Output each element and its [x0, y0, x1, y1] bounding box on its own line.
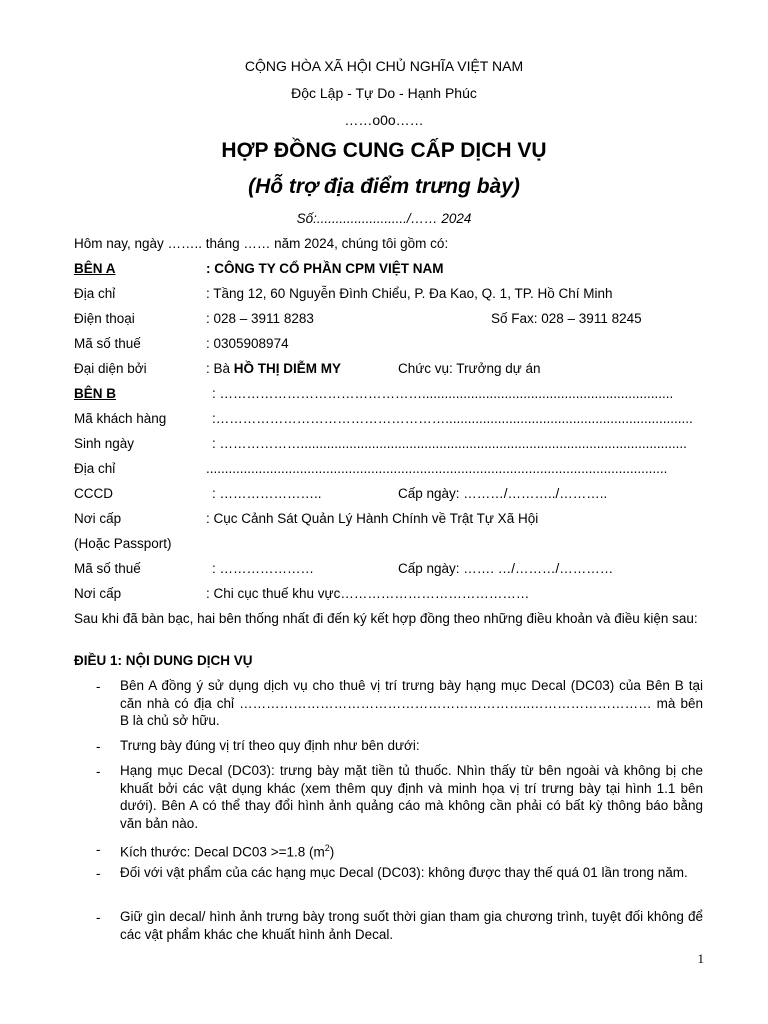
- party-b-address-label: Địa chỉ: [74, 461, 116, 476]
- party-b-dob: : ……………….......................................................................................................: [212, 436, 687, 451]
- party-a-name: : CÔNG TY CỔ PHẦN CPM VIỆT NAM: [206, 261, 444, 276]
- bullet-dash: -: [96, 764, 101, 779]
- party-b-label: BÊN B: [74, 386, 117, 401]
- party-b-customer: :……………………………………………..................................................................: [212, 411, 693, 426]
- party-b-issuer-label: Nơi cấp: [74, 511, 122, 526]
- party-b-issuer: : Cục Cảnh Sát Quản Lý Hành Chính về Trật Tự Xã Hội: [206, 511, 539, 526]
- party-b-id-date: Cấp ngày: ………/………../………..: [398, 486, 608, 501]
- party-a-rep-position: Chức vụ: Trưởng dự án: [398, 361, 541, 376]
- party-a-rep-label: Đại diện bởi: [74, 361, 147, 376]
- party-b-tax-date: Cấp ngày: ……. …/………/…………: [398, 561, 614, 576]
- party-b-customer-label: Mã khách hàng: [74, 411, 167, 426]
- contract-title: HỢP ĐỒNG CUNG CẤP DỊCH VỤ: [221, 139, 547, 162]
- contract-number: Số:......................../…… 2024: [296, 211, 472, 226]
- separator: ……o0o……: [344, 112, 424, 128]
- party-a-rep-name: HỒ THỊ DIỄM MY: [233, 361, 342, 376]
- party-a-fax: Số Fax: 028 – 3911 8245: [491, 311, 642, 326]
- article-1-item-3: Hạng mục Decal (DC03): trưng bày mặt tiền tủ thuốc. Nhìn thấy từ bên ngoài và không bị che khuất bởi các vật dụng khác (xem thêm quy định và minh họa vị trí trưng bày tại hình 1.1 bên dưới). Bên A có thể thay đổi hình ảnh quảng cáo mà không cần phải có bất kỳ thông báo bằng văn bản nào.: [120, 763, 703, 831]
- party-b-tax-issuer: : Chi cục thuế khu vực……………………………………: [206, 586, 530, 601]
- article-1-item-6: Giữ gìn decal/ hình ảnh trưng bày trong suốt thời gian tham gia chương trình, tuyệt đối không để các vật phẩm khác che khuất hình ảnh Decal.: [120, 909, 703, 942]
- party-b-id-label: CCCD: [74, 486, 113, 501]
- bullet-dash: -: [96, 910, 101, 925]
- article-1-item-2: Trưng bày đúng vị trí theo quy định như bên dưới:: [120, 738, 420, 753]
- size-superscript: 2: [324, 843, 330, 853]
- party-b-name: : ………………………………………...................................................................: [212, 386, 674, 401]
- party-b-tax-issuer-label: Nơi cấp: [74, 586, 122, 601]
- bullet-dash: -: [96, 739, 101, 754]
- bullet-dash: -: [96, 679, 101, 694]
- article-1-heading: ĐIỀU 1: NỘI DUNG DỊCH VỤ: [74, 653, 253, 668]
- party-a-phone-label: Điện thoại: [74, 311, 135, 326]
- party-a-phone: : 028 – 3911 8283: [206, 311, 314, 326]
- party-a-rep: [206, 361, 341, 376]
- page-number: 1: [697, 951, 704, 966]
- party-a-rep-prefix: : Bà: [206, 361, 231, 376]
- article-1-item-5: Đối với vật phẩm của các hạng mục Decal (DC03): không được thay thế quá 01 lần trong năm.: [120, 865, 688, 880]
- party-b-address: ...........................................................................................................................: [206, 461, 668, 476]
- party-b-id: : …………………..: [212, 486, 322, 501]
- motto: Độc Lập - Tự Do - Hạnh Phúc: [291, 85, 477, 101]
- article-1-item-1: Bên A đồng ý sử dụng dịch vụ cho thuê vị trí trưng bày hạng mục Decal (DC03) của Bên B tại căn nhà có địa chỉ ………………………………………………………..……………………… mà bên B là chủ sở hữu.: [120, 678, 703, 728]
- bullet-dash: -: [96, 866, 101, 881]
- size-text: Kích thước: Decal DC03 >=1.8 (m: [120, 844, 325, 860]
- party-a-tax-label: Mã số thuế: [74, 336, 141, 351]
- party-b-tax: : …………………: [212, 561, 315, 576]
- party-a-address: : Tầng 12, 60 Nguyễn Đình Chiểu, P. Đa Kao, Q. 1, TP. Hồ Chí Minh: [206, 286, 613, 301]
- party-b-passport-label: (Hoặc Passport): [74, 536, 172, 551]
- agreement-paragraph: Sau khi đã bàn bạc, hai bên thống nhất đi đến ký kết hợp đồng theo những điều khoản và điều kiện sau:: [74, 611, 698, 626]
- intro-line: Hôm nay, ngày …….. tháng …… năm 2024, chúng tôi gồm có:: [74, 236, 449, 251]
- bullet-dash: -: [96, 842, 101, 857]
- party-b-dob-label: Sinh ngày: [74, 436, 135, 451]
- party-b-tax-label: Mã số thuế: [74, 561, 141, 576]
- party-a-tax: : 0305908974: [206, 336, 289, 351]
- party-a-address-label: Địa chỉ: [74, 286, 116, 301]
- contract-subtitle: (Hỗ trợ địa điểm trưng bày): [248, 175, 520, 198]
- size-suffix: ): [329, 844, 335, 860]
- article-1-item-4: [120, 840, 703, 861]
- party-a-label: BÊN A: [74, 261, 116, 276]
- nation-header: CỘNG HÒA XÃ HỘI CHỦ NGHĨA VIỆT NAM: [244, 58, 524, 74]
